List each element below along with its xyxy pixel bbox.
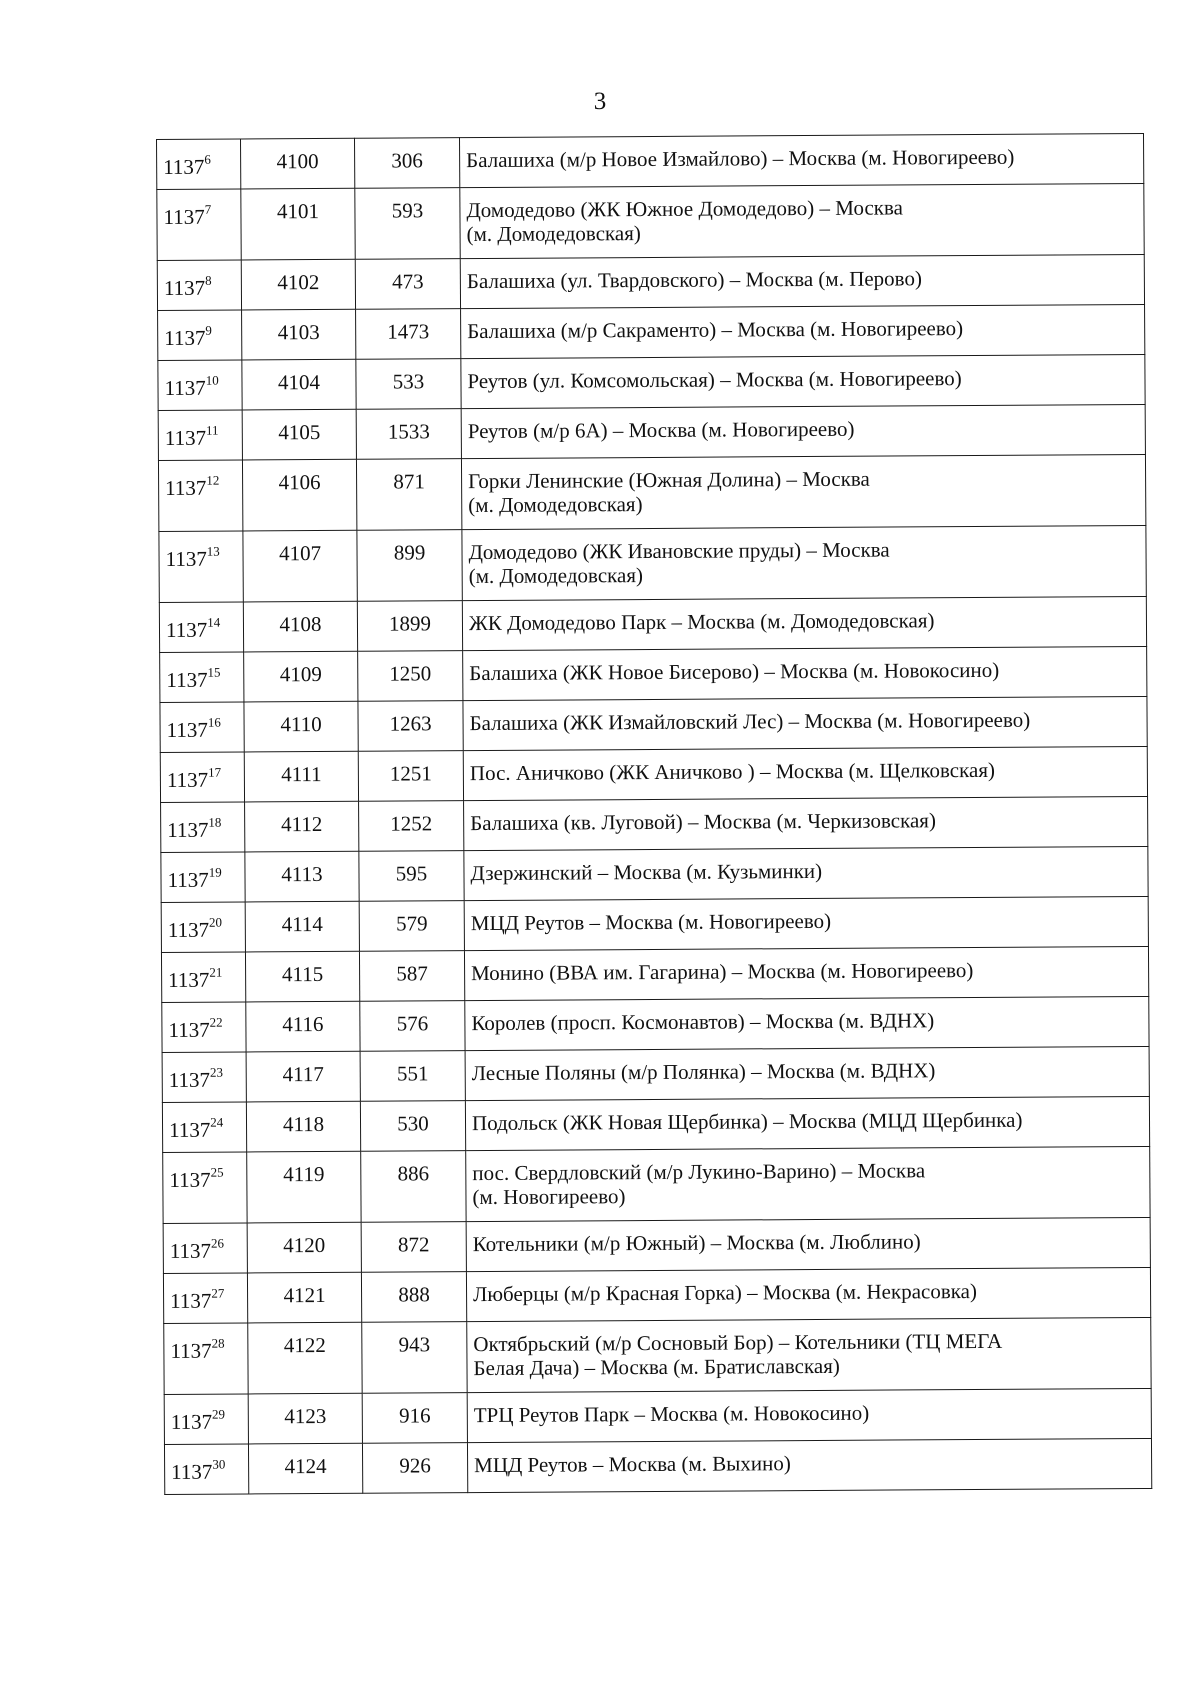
route-number: 1137 [166, 667, 208, 692]
route-name-cell: Лесные Поляны (м/р Полянка) – Москва (м. ВДНХ) [465, 1046, 1149, 1100]
route-number-cell [161, 952, 245, 1003]
registration-number-cell: 4115 [245, 951, 359, 1002]
route-number: 1137 [166, 767, 209, 792]
registration-number-cell: 4116 [246, 1001, 360, 1052]
route-number-superscript: 15 [207, 664, 221, 680]
route-code-cell: 871 [356, 459, 461, 531]
route-number-cell [162, 1002, 246, 1053]
route-number-superscript: 19 [208, 864, 222, 880]
route-code-cell: 1250 [358, 651, 463, 702]
registration-number-cell: 4101 [241, 188, 355, 260]
route-number-superscript: 13 [206, 543, 220, 559]
route-number-cell [163, 1223, 247, 1274]
route-code-cell: 595 [359, 851, 464, 902]
route-number-superscript: 17 [208, 764, 222, 780]
route-number: 1137 [168, 1067, 211, 1092]
route-number-superscript: 6 [204, 151, 211, 167]
route-name-cell: ТРЦ Реутов Парк – Москва (м. Новокосино) [467, 1388, 1151, 1442]
route-code-cell: 533 [356, 359, 461, 410]
route-number: 1137 [164, 425, 207, 450]
table-row [164, 1388, 1151, 1444]
route-number: 1137 [165, 546, 207, 571]
registration-number-cell: 4120 [247, 1222, 361, 1273]
route-number-superscript: 25 [210, 1164, 224, 1180]
route-number: 1137 [168, 1017, 210, 1042]
route-number-cell [157, 260, 241, 311]
registration-number-cell: 4109 [244, 651, 358, 702]
route-number-cell [159, 602, 243, 653]
route-name-cell: Балашиха (кв. Луговой) – Москва (м. Черкизовская) [464, 796, 1148, 850]
route-number-superscript: 22 [209, 1014, 223, 1030]
route-number: 1137 [165, 475, 207, 500]
route-name-cell: Балашиха (ЖК Новое Бисерово) – Москва (м. Новокосино) [463, 646, 1147, 700]
route-code-cell: 587 [359, 951, 464, 1002]
route-number: 1137 [163, 154, 205, 179]
route-code-cell: 593 [355, 188, 460, 260]
registration-number-cell: 4121 [247, 1272, 361, 1323]
table-row [157, 254, 1144, 310]
table-row [157, 183, 1144, 260]
registration-number-cell: 4118 [246, 1101, 360, 1152]
route-name-cell: МЦД Реутов – Москва (м. Новогиреево) [464, 896, 1148, 950]
route-name-cell: Монино (ВВА им. Гагарина) – Москва (м. Новогиреево) [464, 946, 1148, 1000]
route-code-cell: 1899 [357, 601, 462, 652]
registration-number-cell: 4100 [241, 138, 355, 189]
route-number-cell [162, 1052, 246, 1103]
route-code-cell: 926 [362, 1443, 467, 1494]
routes-table-body [157, 133, 1152, 1494]
route-name-cell: Балашиха (ЖК Измайловский Лес) – Москва (м. Новогиреево) [463, 696, 1147, 750]
route-code-cell: 551 [360, 1051, 465, 1102]
route-number-superscript: 28 [211, 1335, 225, 1351]
route-number-superscript: 27 [211, 1285, 225, 1301]
route-name-cell: МЦД Реутов – Москва (м. Выхино) [467, 1438, 1151, 1492]
table-row [158, 404, 1145, 460]
route-code-cell: 899 [357, 530, 462, 602]
route-name-cell: Октябрьский (м/р Сосновый Бор) – Котельники (ТЦ МЕГА Белая Дача) – Москва (м. Братиславская) [467, 1317, 1151, 1392]
registration-number-cell: 4117 [246, 1051, 360, 1102]
route-number-cell [163, 1152, 247, 1224]
table-row [159, 596, 1146, 652]
route-number: 1137 [168, 1117, 211, 1142]
table-row [160, 696, 1147, 752]
route-number: 1137 [171, 1459, 213, 1484]
registration-number-cell: 4113 [245, 851, 359, 902]
route-number-superscript: 16 [207, 714, 221, 730]
route-number-cell [164, 1323, 248, 1395]
registration-number-cell: 4106 [242, 459, 356, 531]
route-number: 1137 [165, 617, 208, 642]
route-name-cell: Королев (просп. Космонавтов) – Москва (м. ВДНХ) [465, 996, 1149, 1050]
route-code-cell: 473 [355, 259, 460, 310]
registration-number-cell: 4119 [247, 1151, 361, 1223]
route-number-cell [160, 752, 244, 803]
route-number-superscript: 8 [205, 272, 212, 288]
table-row [160, 746, 1147, 802]
route-name-cell: Горки Ленинские (Южная Долина) – Москва (м. Домодедовская) [461, 454, 1145, 529]
registration-number-cell: 4114 [245, 901, 359, 952]
table-row [164, 1317, 1151, 1394]
route-number-superscript: 29 [211, 1406, 226, 1422]
table-row [162, 996, 1149, 1052]
route-number: 1137 [169, 1238, 212, 1263]
route-code-cell: 886 [361, 1151, 466, 1223]
route-code-cell: 530 [360, 1101, 465, 1152]
route-number-cell [158, 360, 242, 411]
route-number-superscript: 10 [205, 372, 219, 388]
route-number-superscript: 23 [209, 1064, 223, 1080]
route-code-cell: 1533 [356, 409, 461, 460]
route-name-cell: Балашиха (ул. Твардовского) – Москва (м. Перово) [460, 254, 1144, 308]
route-number-superscript: 14 [207, 614, 221, 630]
table-row [161, 846, 1148, 902]
route-number-cell [161, 852, 245, 903]
route-number-cell [158, 460, 242, 532]
registration-number-cell: 4122 [248, 1322, 362, 1394]
route-number-cell [164, 1394, 248, 1445]
route-number: 1137 [166, 717, 208, 742]
route-number-superscript: 7 [204, 201, 212, 217]
route-number-superscript: 24 [210, 1114, 224, 1130]
table-row [163, 1146, 1150, 1223]
route-number-superscript: 21 [209, 964, 223, 980]
route-number: 1137 [170, 1409, 213, 1434]
route-code-cell: 579 [359, 901, 464, 952]
route-code-cell: 916 [362, 1393, 467, 1444]
registration-number-cell: 4112 [245, 801, 359, 852]
routes-table [156, 133, 1152, 1495]
registration-number-cell: 4102 [241, 259, 355, 310]
route-code-cell: 576 [360, 1001, 465, 1052]
registration-number-cell: 4123 [248, 1393, 362, 1444]
route-number-superscript: 26 [210, 1235, 225, 1251]
registration-number-cell: 4108 [243, 601, 357, 652]
route-number-cell [161, 802, 245, 853]
route-name-cell: Дзержинский – Москва (м. Кузьминки) [464, 846, 1148, 900]
table-row [157, 133, 1144, 189]
route-name-cell: Пос. Аничково (ЖК Аничково ) – Москва (м. Щелковская) [463, 746, 1147, 800]
registration-number-cell: 4103 [242, 309, 356, 360]
table-row [159, 525, 1146, 602]
route-number-superscript: 18 [208, 814, 222, 830]
route-name-cell: Реутов (м/р 6А) – Москва (м. Новогиреево) [461, 404, 1145, 458]
route-number-cell [158, 310, 242, 361]
table-row [158, 354, 1145, 410]
route-number-cell [160, 652, 244, 703]
registration-number-cell: 4107 [243, 530, 357, 602]
table-row [161, 946, 1148, 1002]
route-number-cell [157, 189, 241, 261]
route-name-cell: ЖК Домодедово Парк – Москва (м. Домодедовская) [462, 596, 1146, 650]
route-number: 1137 [167, 867, 209, 892]
route-code-cell: 1263 [358, 701, 463, 752]
route-code-cell: 872 [361, 1222, 466, 1273]
table-row [162, 1096, 1149, 1152]
route-code-cell: 1473 [356, 309, 461, 360]
route-number-superscript: 12 [206, 472, 220, 488]
registration-number-cell: 4104 [242, 359, 356, 410]
registration-number-cell: 4105 [242, 409, 356, 460]
route-code-cell: 888 [361, 1272, 466, 1323]
route-number: 1137 [164, 325, 206, 350]
route-number: 1137 [163, 275, 206, 300]
route-code-cell: 1251 [358, 751, 463, 802]
route-number-cell [157, 139, 241, 190]
route-number: 1137 [170, 1288, 212, 1313]
table-row [162, 1046, 1149, 1102]
route-name-cell: пос. Свердловский (м/р Лукино-Варино) – Москва (м. Новогиреево) [466, 1146, 1150, 1221]
route-code-cell: 943 [362, 1322, 467, 1394]
table-row [164, 1438, 1151, 1494]
route-number-cell [159, 531, 243, 603]
route-number-cell [164, 1444, 248, 1495]
table-row [161, 896, 1148, 952]
page-number: 3 [593, 88, 607, 115]
route-number-cell [161, 902, 245, 953]
route-name-cell: Домодедово (ЖК Ивановские пруды) – Москва (м. Домодедовская) [462, 525, 1146, 600]
route-code-cell: 1252 [359, 801, 464, 852]
route-number-superscript: 9 [205, 322, 212, 338]
route-number: 1137 [163, 204, 205, 229]
route-number: 1137 [168, 967, 210, 992]
registration-number-cell: 4111 [244, 751, 358, 802]
route-name-cell: Реутов (ул. Комсомольская) – Москва (м. Новогиреево) [461, 354, 1145, 408]
route-number: 1137 [167, 917, 210, 942]
table-row [160, 646, 1147, 702]
route-number-cell [163, 1273, 247, 1324]
route-code-cell: 306 [354, 138, 459, 189]
route-name-cell: Люберцы (м/р Красная Горка) – Москва (м. Некрасовка) [466, 1267, 1150, 1321]
table-row [163, 1217, 1150, 1273]
route-number: 1137 [164, 375, 206, 400]
route-name-cell: Котельники (м/р Южный) – Москва (м. Люблино) [466, 1217, 1150, 1271]
table-row [158, 454, 1145, 531]
route-name-cell: Балашиха (м/р Новое Измайлово) – Москва (м. Новогиреево) [459, 133, 1143, 187]
route-number-cell [158, 410, 242, 461]
table-row [163, 1267, 1150, 1323]
route-number: 1137 [169, 1167, 211, 1192]
registration-number-cell: 4124 [248, 1443, 362, 1494]
route-number-superscript: 20 [208, 914, 223, 930]
table-row [158, 304, 1145, 360]
route-number-cell [162, 1102, 246, 1153]
route-number-cell [160, 702, 244, 753]
route-number-superscript: 11 [205, 422, 219, 438]
route-number: 1137 [167, 817, 209, 842]
route-number-superscript: 30 [212, 1456, 226, 1472]
table-row [161, 796, 1148, 852]
route-name-cell: Балашиха (м/р Сакраменто) – Москва (м. Новогиреево) [461, 304, 1145, 358]
route-number: 1137 [170, 1338, 212, 1363]
registration-number-cell: 4110 [244, 701, 358, 752]
route-name-cell: Домодедово (ЖК Южное Домодедово) – Москва (м. Домодедовская) [460, 183, 1144, 258]
route-name-cell: Подольск (ЖК Новая Щербинка) – Москва (МЦД Щербинка) [465, 1096, 1149, 1150]
